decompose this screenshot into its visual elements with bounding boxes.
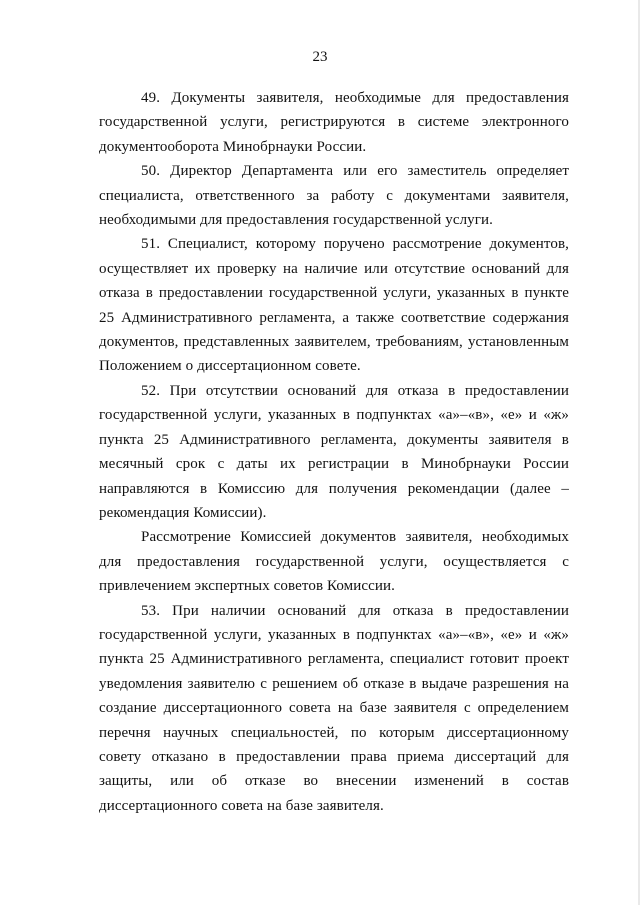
page-number: 23 <box>312 49 328 65</box>
paragraph-50: 50. Директор Департамента или его заместитель определяет специалиста, ответственного за работу с документами заявителя, необходимыми для предоставления государственной услуги. <box>99 163 569 229</box>
paragraph-51: 51. Специалист, которому поручено рассмотрение документов, осуществляет их проверку на наличие или отсутствие оснований для отказа в предоставлении государственной услуги, указанных в пункте 25 Административного регламента, а также соответствие содержания документов, представленных заявителем, требованиям, установленным Положением о диссертационном совете. <box>99 236 569 375</box>
paragraph-53: 53. При наличии оснований для отказа в предоставлении государственной услуги, указанных в подпунктах «а»–«в», «е» и «ж» пункта 25 Административного регламента, специалист готовит проект уведомления заявителю с решением об отказе в выдаче разрешения на создание диссертационного совета на базе заявителя с определением перечня научных специальностей, по которым диссертационному совету отказано в предоставлении права приема диссертаций для защиты, или об отказе во внесении изменений в состав диссертационного совета на базе заявителя. <box>99 602 569 814</box>
paragraph-49: 49. Документы заявителя, необходимые для предоставления государственной услуги, регистрируются в системе электронного документооборота Минобрнауки России. <box>99 90 569 155</box>
document-body <box>99 86 569 818</box>
paragraph-52: 52. При отсутствии оснований для отказа в предоставлении государственной услуги, указанных в подпунктах «а»–«в», «е» и «ж» пункта 25 Административного регламента, документы заявителя в месячный срок с даты их регистрации в Минобрнауки России направляются в Комиссию для получения рекомендации (далее – рекомендация Комиссии). <box>99 382 569 521</box>
paragraph-52-continuation: Рассмотрение Комиссией документов заявителя, необходимых для предоставления государственной услуги, осуществляется с привлечением экспертных советов Комиссии. <box>99 529 569 595</box>
